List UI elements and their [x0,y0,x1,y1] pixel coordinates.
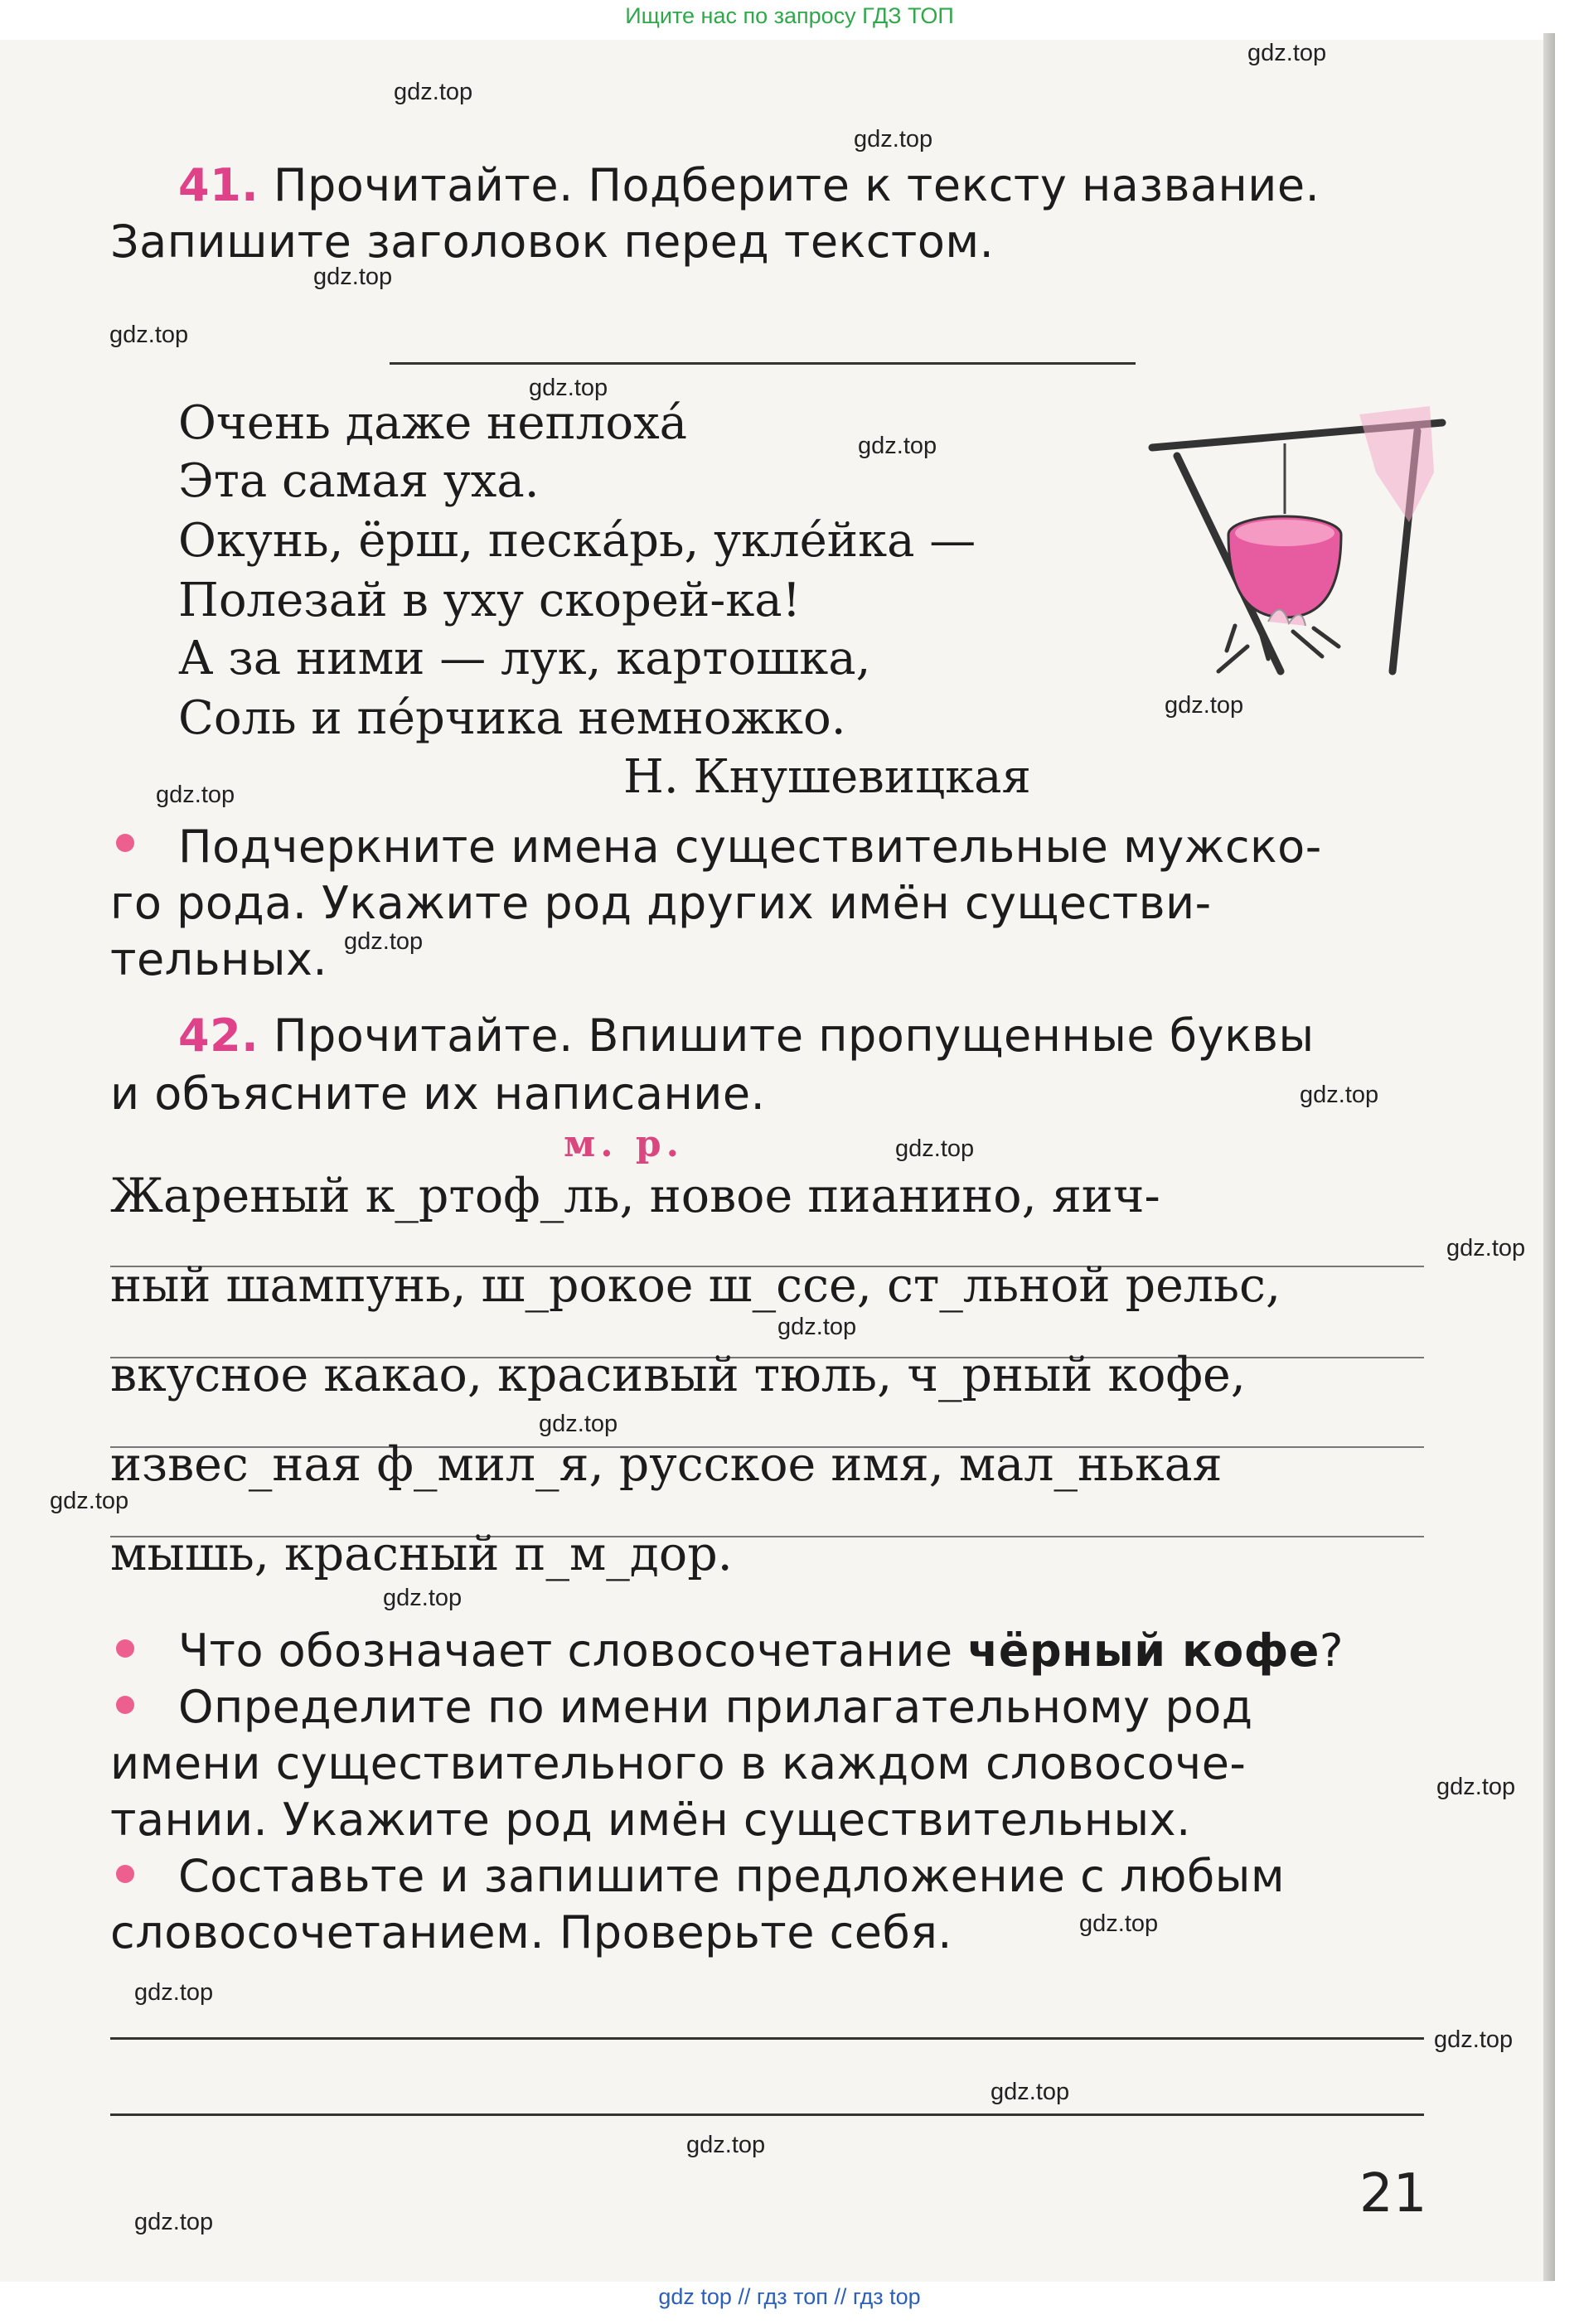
exercise-row[interactable]: Жареный к_ртоф_ль, новое пианино, яич- [110,1169,1160,1223]
answer-line[interactable] [110,2113,1424,2116]
instruction-sentence: словосочетанием. Проверьте себя. [110,1906,952,1958]
task-number: 42. [178,1009,259,1062]
watermark: gdz.top [854,126,933,153]
watermark: gdz.top [109,322,189,348]
bullet [116,1639,134,1658]
poem-line: Окунь, ёрш, пескáрь, уклéйка — [178,514,976,568]
task-42-text: и объясните их написание. [110,1068,766,1120]
task-41-instruction: Подчеркните имена существительные мужско- [178,821,1322,873]
instruction-gender: тании. Укажите род имён существительных. [110,1794,1191,1846]
poem-line: Очень даже неплохá [178,396,688,450]
question-black-coffee [178,1624,1344,1677]
exercise-row[interactable]: ный шампунь, ш_рокое ш_ссе, ст_льной рельс, [110,1258,1281,1313]
campfire-pot-illustration [1144,398,1451,696]
poem-line: Полезай в уху скорей-ка! [178,574,802,627]
watermark: gdz.top [529,375,608,401]
watermark: gdz.top [344,928,424,955]
watermark: gdz.top [134,1979,214,2006]
bullet [116,1865,134,1883]
poem-line: А за ними — лук, картошка, [178,632,871,685]
instruction-sentence: Составьте и запишите предложение с любым [178,1850,1286,1902]
task-number: 41. [178,159,259,211]
watermark: gdz.top [394,79,473,105]
task-41-heading [178,159,1320,211]
watermark: gdz.top [539,1411,618,1437]
watermark: gdz.top [134,2209,214,2235]
watermark: gdz.top [50,1488,129,1514]
gender-hint: м. р. [564,1123,684,1165]
exercise-row[interactable]: вкусное какао, красивый тюль, ч_рный кофе, [110,1348,1246,1402]
watermark: gdz.top [1247,40,1327,66]
page-number: 21 [1359,2163,1427,2225]
watermark: gdz.top [895,1135,975,1162]
watermark: gdz.top [1079,1910,1159,1937]
watermark: gdz.top [1436,1774,1516,1800]
exercise-row[interactable]: извес_ная ф_мил_я, русское имя, мал_нькая [110,1437,1223,1492]
watermark: gdz.top [1165,692,1244,719]
title-answer-line[interactable] [390,362,1136,365]
task-text: Прочитайте. Подберите к тексту название. [259,159,1320,211]
watermark: gdz.top [313,264,393,290]
watermark: gdz.top [858,433,937,459]
watermark: gdz.top [1300,1082,1379,1108]
watermark: gdz.top [156,782,235,808]
task-text: Прочитайте. Впишите пропущенные буквы [259,1009,1315,1062]
bullet [116,834,134,852]
question-mark: ? [1319,1624,1344,1677]
poem-author: Н. Кнушевицкая [623,750,1031,804]
top-banner[interactable]: Ищите нас по запросу ГДЗ ТОП [625,3,954,28]
question-text: Что обозначает словосочетание [178,1624,968,1677]
task-41-instruction: тельных. [110,933,328,985]
page-edge [1543,33,1555,2281]
phrase-bold: чёрный кофе [967,1624,1320,1677]
task-41-instruction: го рода. Укажите род других имён существи- [110,877,1212,929]
watermark: gdz.top [991,2079,1070,2105]
poem-line: Соль и пéрчика немножко. [178,691,846,745]
bullet [116,1696,134,1714]
instruction-gender: Определите по имени прилагательному род [178,1681,1253,1733]
watermark: gdz.top [1434,2026,1514,2053]
task-42-heading [178,1009,1315,1062]
answer-line[interactable] [110,2037,1424,2040]
watermark: gdz.top [686,2132,766,2158]
watermark: gdz.top [383,1585,463,1611]
poem-line: Эта самая уха. [178,454,540,508]
watermark: gdz.top [777,1314,857,1340]
task-41-text: Запишите заголовок перед текстом. [110,215,995,268]
exercise-row[interactable]: мышь, красный п_м_дор. [110,1527,733,1581]
instruction-gender: имени существительного в каждом словосоче- [110,1737,1247,1789]
watermark: gdz.top [1446,1235,1526,1261]
bottom-banner[interactable]: gdz top // гдз топ // гдз top [658,2284,921,2309]
